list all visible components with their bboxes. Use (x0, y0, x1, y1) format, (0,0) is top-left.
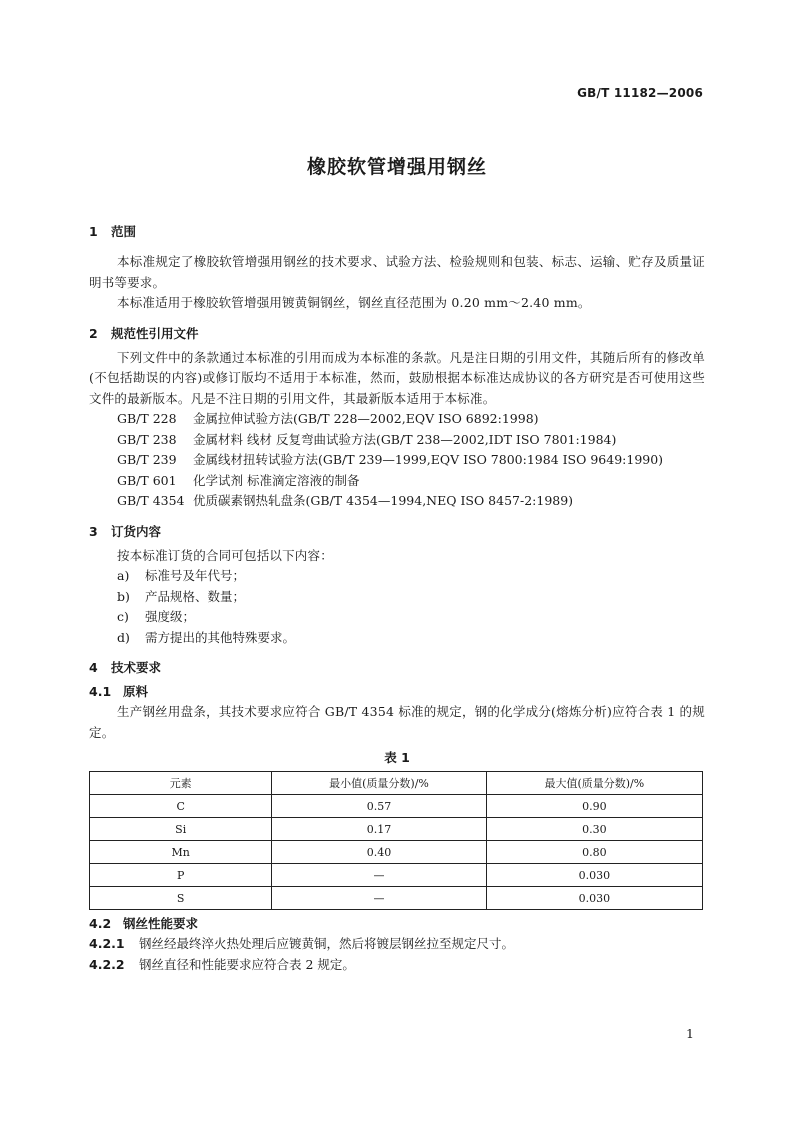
list-text: 需方提出的其他特殊要求。 (145, 629, 296, 645)
clause-item (89, 934, 705, 955)
composition-table (89, 771, 703, 910)
reference-text: 金属线材扭转试验方法(GB/T 239—1999,EQV ISO 7800:1984 ISO 9649:1990) (193, 452, 664, 467)
clause-text: 钢丝直径和性能要求应符合表 2 规定。 (139, 956, 355, 972)
reference-item (89, 491, 705, 512)
list-item (89, 628, 705, 649)
section-4-heading (89, 658, 705, 678)
section-4-1-heading (89, 682, 705, 702)
table-cell: Mn (90, 841, 272, 864)
section-number: 4 (89, 660, 98, 675)
section-number: 2 (89, 325, 98, 341)
table-cell: S (90, 887, 272, 910)
section-title: 钢丝性能要求 (123, 916, 199, 931)
reference-item (89, 430, 705, 451)
paragraph: 按本标准订货的合同可包括以下内容： (117, 547, 333, 563)
table-cell: 0.030 (486, 887, 702, 910)
section-2-heading (89, 324, 705, 344)
table-header-cell: 最小值(质量分数)/% (272, 772, 486, 795)
paragraph: 下列文件中的条款通过本标准的引用而成为本标准的条款。凡是注日期的引用文件，其随后所有的修改单(不包括勘误的内容)或修订版均不适用于本标准，然而，鼓励根据本标准达成协议的各方研究是否可使用这些文件的最新版本。凡是不注日期的引用文件，其最新版本适用于本标准。 (89, 349, 705, 406)
section-number: 4.1 (89, 684, 112, 699)
document-body (89, 222, 705, 975)
list-marker: b) (117, 588, 130, 604)
reference-code: GB/T 228 (117, 411, 177, 426)
table-row (90, 841, 703, 864)
reference-text: 金属拉伸试验方法(GB/T 228—2002,EQV ISO 6892:1998) (193, 411, 539, 426)
reference-text: 金属材料 线材 反复弯曲试验方法(GB/T 238—2002,IDT ISO 7801:1984) (193, 431, 617, 447)
paragraph: 本标准适用于橡胶软管增强用镀黄铜钢丝，钢丝直径范围为 0.20 mm～2.40 mm。 (117, 295, 591, 310)
table-cell: 0.57 (272, 795, 486, 818)
list-marker: c) (117, 609, 129, 624)
reference-text: 化学试剂 标准滴定溶液的制备 (193, 472, 360, 488)
table-row (90, 795, 703, 818)
reference-item (89, 409, 705, 430)
document-title: 橡胶软管增强用钢丝 (306, 156, 487, 178)
reference-code: GB/T 239 (117, 452, 177, 467)
table-cell: 0.80 (486, 841, 702, 864)
table-header-cell: 元素 (90, 772, 272, 795)
table-row (90, 887, 703, 910)
table-cell: — (272, 864, 486, 887)
table-row (90, 864, 703, 887)
standard-code: GB/T 11182—2006 (577, 86, 703, 100)
reference-code: GB/T 238 (117, 431, 177, 447)
table-cell: P (90, 864, 272, 887)
list-item (89, 587, 705, 608)
table-row (90, 818, 703, 841)
section-title: 原料 (123, 684, 149, 699)
reference-code: GB/T 4354 (117, 493, 185, 508)
page-number: 1 (686, 1026, 694, 1041)
list-item (89, 566, 705, 587)
section-1-heading (89, 222, 705, 242)
section-number: 3 (89, 523, 98, 539)
list-marker: a) (117, 568, 130, 583)
section-number: 1 (89, 224, 98, 239)
table-header-row (90, 772, 703, 795)
table-cell: 0.030 (486, 864, 702, 887)
section-3-heading (89, 522, 705, 542)
section-title: 规范性引用文件 (111, 325, 199, 341)
list-text: 产品规格、数量； (145, 588, 246, 604)
clause-number: 4.2.1 (89, 936, 125, 951)
section-4-2-heading (89, 914, 705, 934)
reference-item (89, 471, 705, 492)
table-cell: 0.30 (486, 818, 702, 841)
clause-item (89, 955, 705, 976)
clause-number: 4.2.2 (89, 956, 125, 972)
reference-code: GB/T 601 (117, 472, 177, 488)
clause-text: 钢丝经最终淬火热处理后应镀黄铜，然后将镀层钢丝拉至规定尺寸。 (139, 936, 515, 951)
list-item (89, 607, 705, 628)
table-cell: C (90, 795, 272, 818)
table-cell: Si (90, 818, 272, 841)
table-cell: 0.90 (486, 795, 702, 818)
list-marker: d) (117, 629, 130, 645)
reference-text: 优质碳素钢热轧盘条(GB/T 4354—1994,NEQ ISO 8457-2:1989) (193, 493, 574, 508)
table-cell: 0.17 (272, 818, 486, 841)
table-cell: 0.40 (272, 841, 486, 864)
section-title: 订货内容 (111, 523, 162, 539)
list-text: 标准号及年代号； (145, 568, 246, 583)
table-caption: 表 1 (384, 750, 410, 765)
reference-item (89, 450, 705, 471)
section-title: 范围 (111, 224, 137, 239)
table-header-cell: 最大值(质量分数)/% (486, 772, 702, 795)
paragraph: 本标准规定了橡胶软管增强用钢丝的技术要求、试验方法、检验规则和包装、标志、运输、贮存及质量证明书等要求。 (89, 254, 705, 290)
table-cell: — (272, 887, 486, 910)
section-title: 技术要求 (111, 660, 162, 675)
paragraph: 生产钢丝用盘条，其技术要求应符合 GB/T 4354 标准的规定，钢的化学成分(熔炼分析)应符合表 1 的规定。 (89, 704, 705, 740)
section-number: 4.2 (89, 916, 112, 931)
list-text: 强度级； (145, 609, 196, 624)
